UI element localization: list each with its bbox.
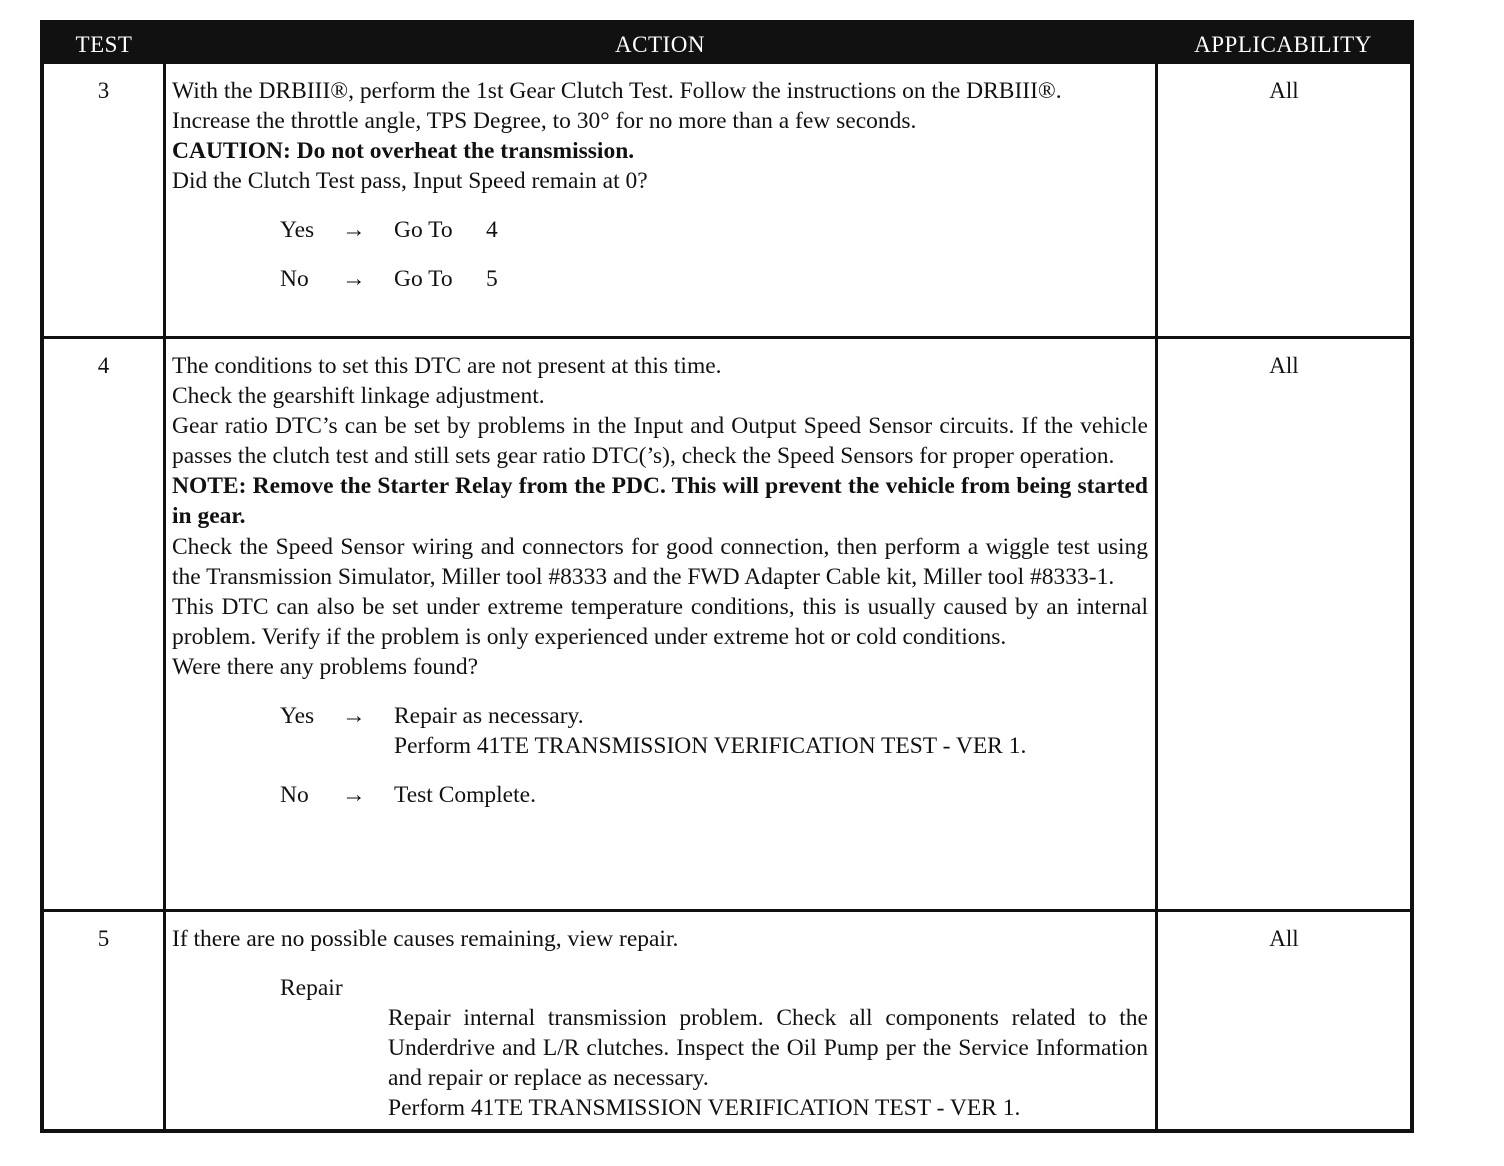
no-result: Test Complete. [394, 782, 536, 809]
action-text: Check the gearshift linkage adjustment. [172, 383, 545, 410]
column-divider [1155, 339, 1158, 909]
repair-text: Repair internal transmission problem. Check all components related to the Underdrive and L/R clutches. Inspect the Oil Pump per the Service Information and repair or replace as necessary. [388, 1005, 1148, 1092]
test-number: 5 [97, 926, 110, 951]
goto-label: Go To [394, 266, 453, 293]
diagnostic-table [40, 20, 1414, 1133]
applicability-value: All [1269, 78, 1299, 103]
header-applicability: APPLICABILITY [1194, 32, 1372, 57]
action-text: Gear ratio DTC’s can be set by problems in the Input and Output Speed Sensor circuits. If the vehicle passes the clutch test and still sets gear ratio DTC(’s), check the Speed Sensors for proper operation. [172, 413, 1148, 470]
yes-option [172, 701, 1148, 761]
action-cell [172, 351, 1148, 810]
action-text: The conditions to set this DTC are not present at this time. [172, 353, 722, 379]
arrow-right-icon: → [342, 266, 366, 293]
note-text: NOTE: Remove the Starter Relay from the PDC. This will prevent the vehicle from being started in gear. [172, 473, 1148, 530]
no-label: No [280, 266, 309, 293]
goto-label: Go To [394, 217, 453, 244]
no-label: No [280, 782, 309, 809]
action-text: Check the Speed Sensor wiring and connectors for good connection, then perform a wiggle test using the Transmission Simulator, Miller tool #8333 and the FWD Adapter Cable kit, Miller tool #8333-1. [172, 533, 1148, 590]
caution-text: CAUTION: Do not overheat the transmission. [172, 138, 635, 165]
table-row [44, 64, 1410, 336]
verification-test-text: Perform 41TE TRANSMISSION VERIFICATION TEST - VER 1. [388, 1095, 1021, 1122]
column-divider [163, 912, 166, 1129]
action-cell [172, 76, 1148, 294]
question-text: Were there any problems found? [172, 653, 479, 680]
arrow-right-icon: → [342, 782, 366, 809]
yes-label: Yes [280, 703, 315, 730]
column-divider [163, 64, 166, 336]
applicability-value: All [1269, 353, 1299, 378]
table-row [44, 336, 1410, 909]
test-number: 4 [97, 353, 110, 378]
column-divider [163, 339, 166, 909]
goto-target: 4 [486, 217, 498, 244]
question-text: Did the Clutch Test pass, Input Speed remain at 0? [172, 168, 648, 195]
arrow-right-icon: → [342, 217, 366, 244]
table-row [44, 909, 1410, 1129]
table-header [44, 24, 1410, 64]
action-text: This DTC can also be set under extreme temperature conditions, this is usually caused by an internal problem. Verify if the problem is only experienced under extreme hot or cold conditions. [172, 593, 1148, 650]
action-cell [172, 924, 1148, 1124]
no-option [172, 780, 1148, 810]
action-text: Increase the throttle angle, TPS Degree, to 30° for no more than a few seconds. [172, 108, 917, 135]
yes-label: Yes [280, 217, 315, 244]
column-divider [1155, 64, 1158, 336]
repair-label: Repair [280, 975, 343, 1002]
arrow-right-icon: → [342, 703, 366, 730]
verification-test-text: Perform 41TE TRANSMISSION VERIFICATION TEST - VER 1. [394, 733, 1027, 760]
yes-result: Repair as necessary. [394, 703, 584, 730]
header-test: TEST [75, 32, 133, 57]
applicability-value: All [1269, 926, 1299, 951]
goto-target: 5 [486, 266, 498, 293]
no-option [172, 264, 1148, 294]
test-number: 3 [97, 78, 110, 103]
action-text: If there are no possible causes remaining, view repair. [172, 926, 679, 952]
yes-option [172, 215, 1148, 245]
action-text: With the DRBIII®, perform the 1st Gear Clutch Test. Follow the instructions on the DRBIII®. [172, 78, 1062, 104]
header-action: ACTION [615, 32, 705, 57]
